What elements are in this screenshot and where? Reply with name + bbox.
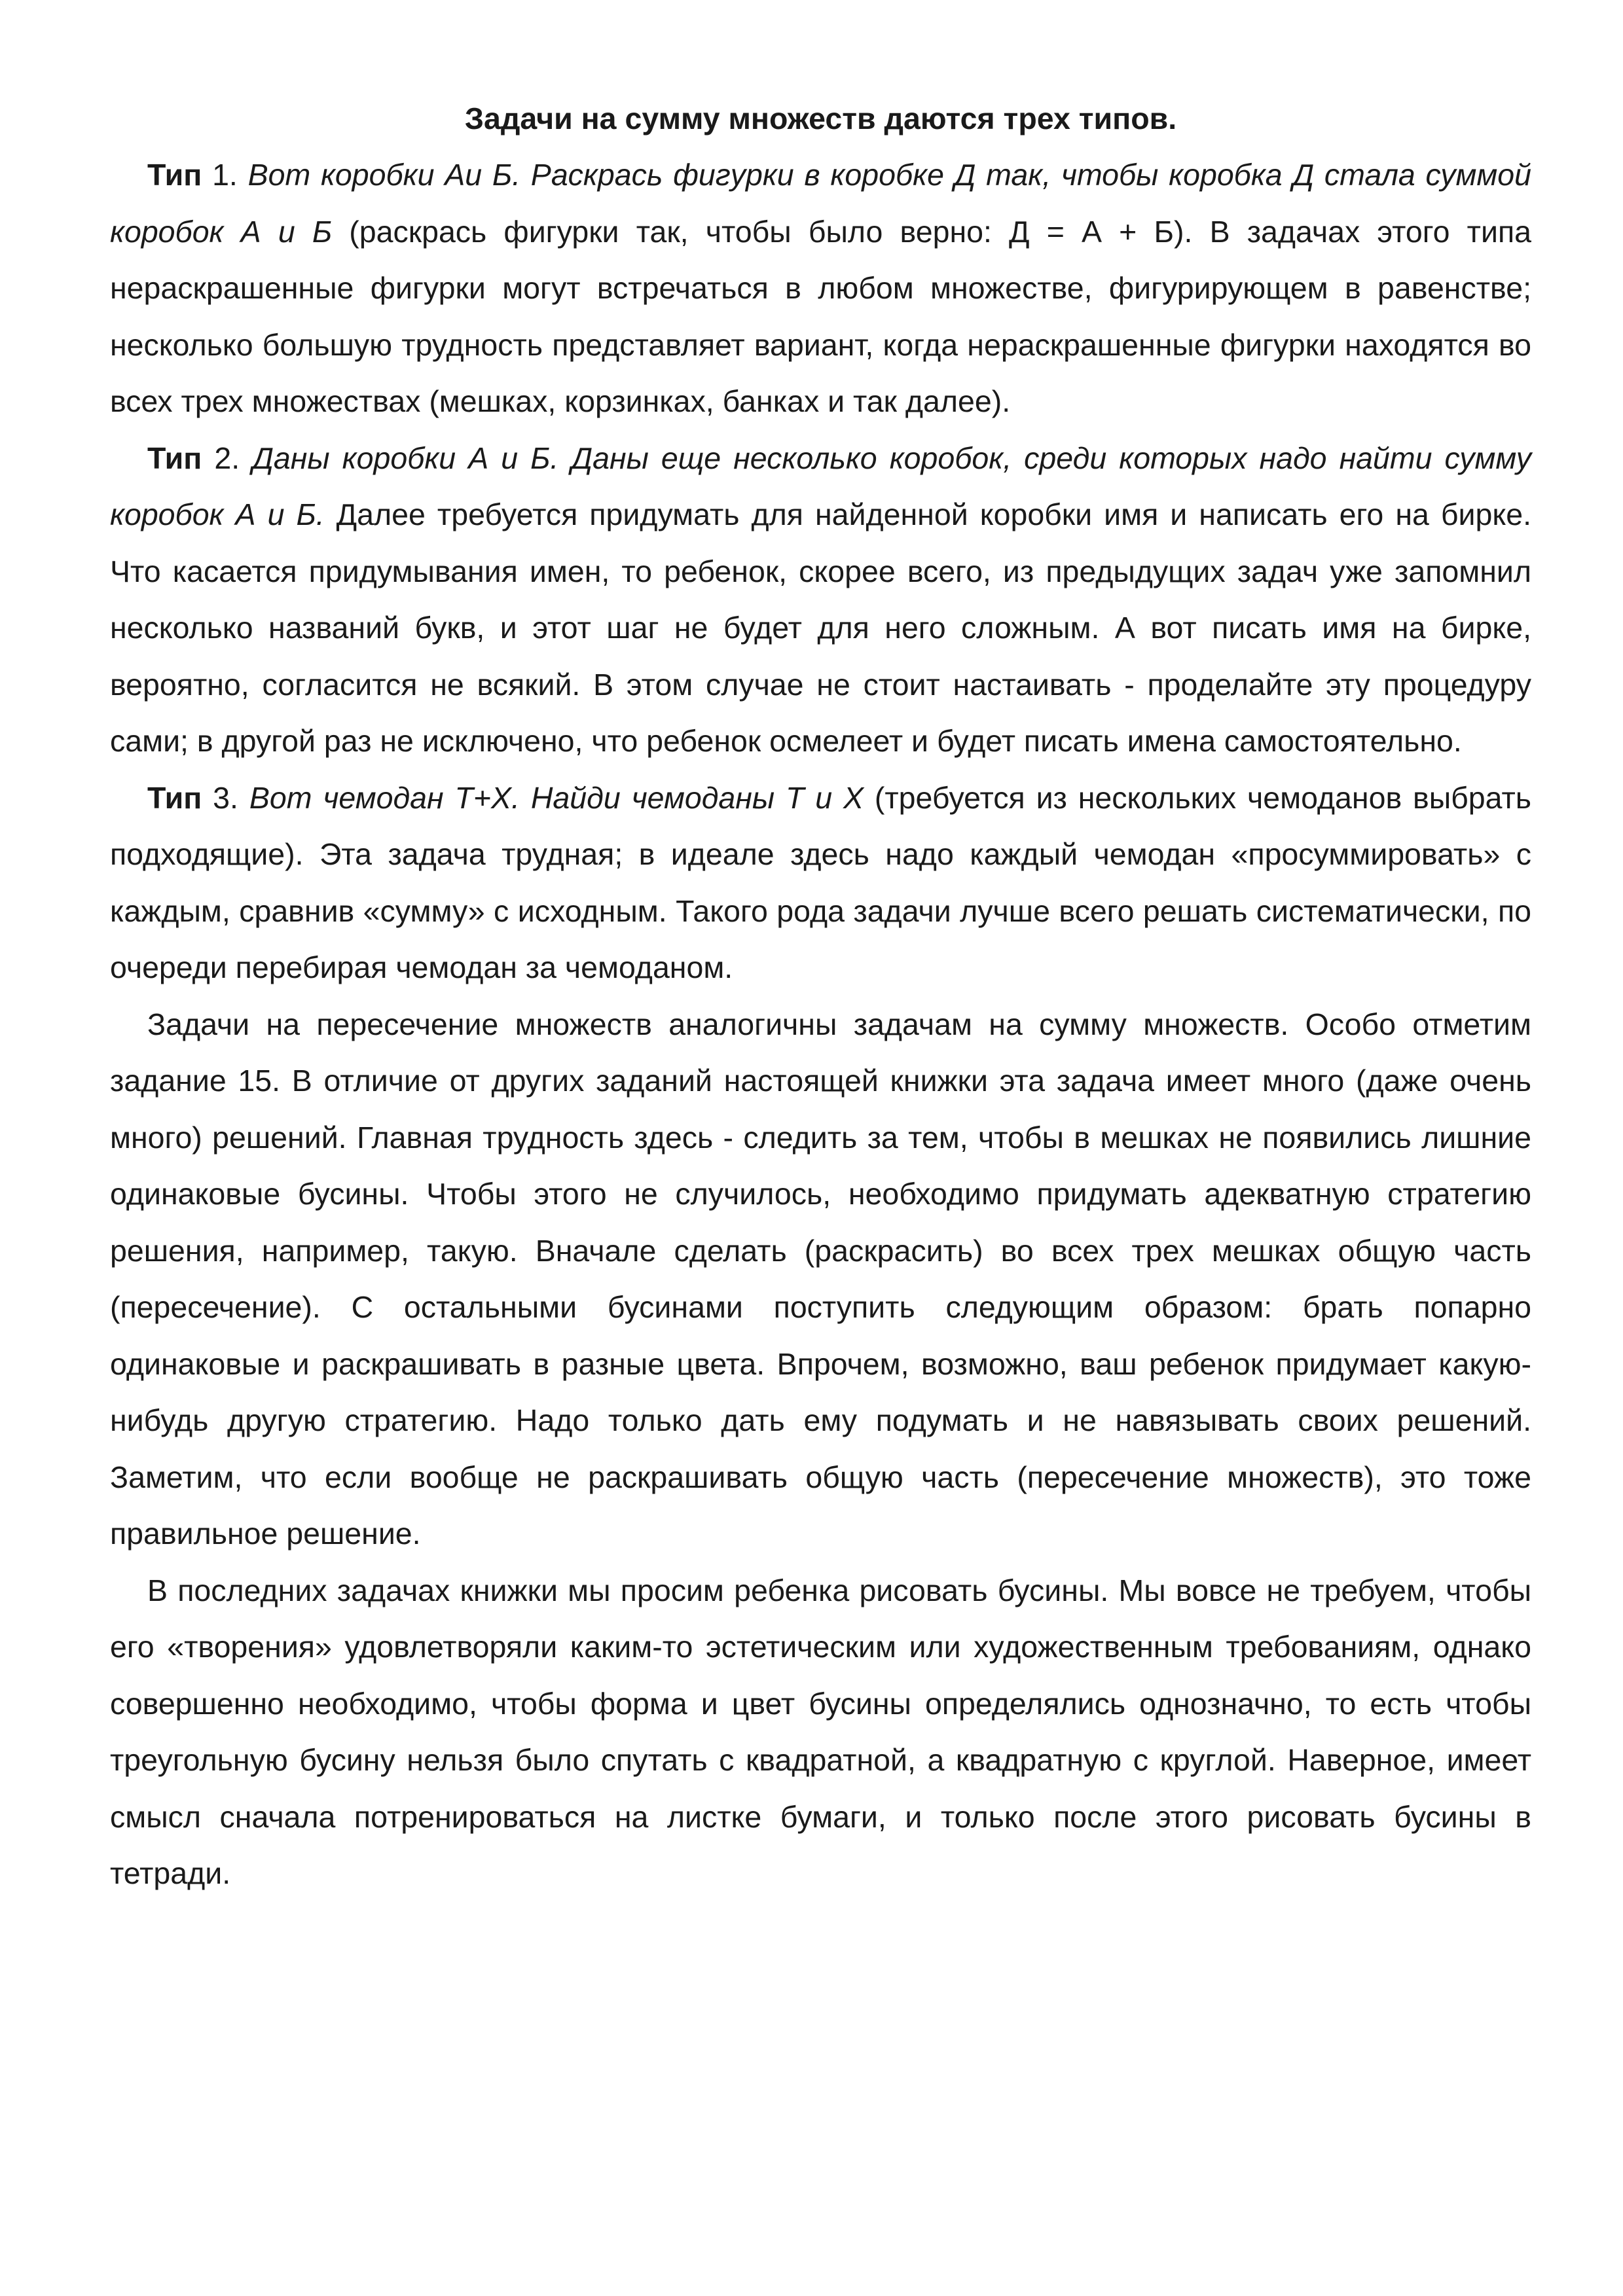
type-number: 2.	[202, 440, 253, 475]
document-title: Задачи на сумму множеств даются трех типов.	[464, 101, 1177, 135]
task-statement: Даны коробки А и Б. Даны еще несколько коробок, среди которых надо найти сумму коробок А и Б.	[110, 440, 1531, 531]
type-number: 1.	[202, 158, 248, 192]
paragraph-type-2	[110, 430, 1531, 770]
type-label: Тип	[147, 440, 202, 475]
type-number: 3.	[202, 780, 249, 815]
paragraph-beads: В последних задачах книжки мы просим ребенка рисовать бусины. Мы вовсе не требуем, чтобы его «творения» удовлетворяли каким-то эстетическим или художественным требованиям, однако совершенно необходимо, чтобы форма и цвет бусины определялись однозначно, то есть чтобы треугольную бусину нельзя было спутать с квадратной, а квадратную с круглой. Наверное, имеет смысл сначала потренироваться на листке бумаги, и только после этого рисовать бусины в тетради.	[110, 1573, 1531, 1890]
paragraph-type-1	[110, 147, 1531, 430]
type-label: Тип	[147, 158, 202, 192]
task-statement: Вот коробки Аи Б. Раскрась фигурки в коробке Д так, чтобы коробка Д стала суммой коробок А и Б	[110, 158, 1531, 249]
paragraph-text: (требуется из нескольких чемоданов выбрать подходящие). Эта задача трудная; в идеале здесь надо каждый чемодан «просуммировать» с каждым, сравнив «сумму» с исходным. Такого рода задачи лучше всего решать систематически, по очереди перебирая чемодан за чемоданом.	[110, 780, 1531, 984]
type-label: Тип	[147, 780, 202, 815]
task-statement: Вот чемодан Т+Х. Найди чемоданы Т и Х	[249, 780, 864, 815]
paragraph-text: Далее требуется придумать для найденной коробки имя и написать его на бирке. Что касается придумывания имен, то ребенок, скорее всего, из предыдущих задач уже запомнил несколько названий букв, и этот шаг не будет для него сложным. А вот писать имя на бирке, вероятно, согласится не всякий. В этом случае не стоит настаивать - проделайте эту процедуру сами; в другой раз не исключено, что ребенок осмелеет и будет писать имена самостоятельно.	[110, 497, 1531, 758]
document-page	[110, 90, 1531, 1902]
paragraph-text: (раскрась фигурки так, чтобы было верно: Д = А + Б). В задачах этого типа нераскрашенные фигурки могут встречаться в любом множестве, фигурирующем в равенстве; несколько большую трудность представляет вариант, когда нераскрашенные фигурки находятся во всех трех множествах (мешках, корзинках, банках и так далее).	[110, 214, 1531, 418]
paragraph-intersection: Задачи на пересечение множеств аналогичны задачам на сумму множеств. Особо отметим задание 15. В отличие от других заданий настоящей книжки эта задача имеет много (даже очень много) решений. Главная трудность здесь - следить за тем, чтобы в мешках не появились лишние одинаковые бусины. Чтобы этого не случилось, необходимо придумать адекватную стратегию решения, например, такую. Вначале сделать (раскрасить) во всех трех мешках общую часть (пересечение). С остальными бусинами поступить следующим образом: брать попарно одинаковые и раскрашивать в разные цвета. Впрочем, возможно, ваш ребенок придумает какую-нибудь другую стратегию. Надо только дать ему подумать и не навязывать своих решений. Заметим, что если вообще не раскрашивать общую часть (пересечение множеств), это тоже правильное решение.	[110, 1007, 1531, 1551]
paragraph-type-3	[110, 770, 1531, 996]
